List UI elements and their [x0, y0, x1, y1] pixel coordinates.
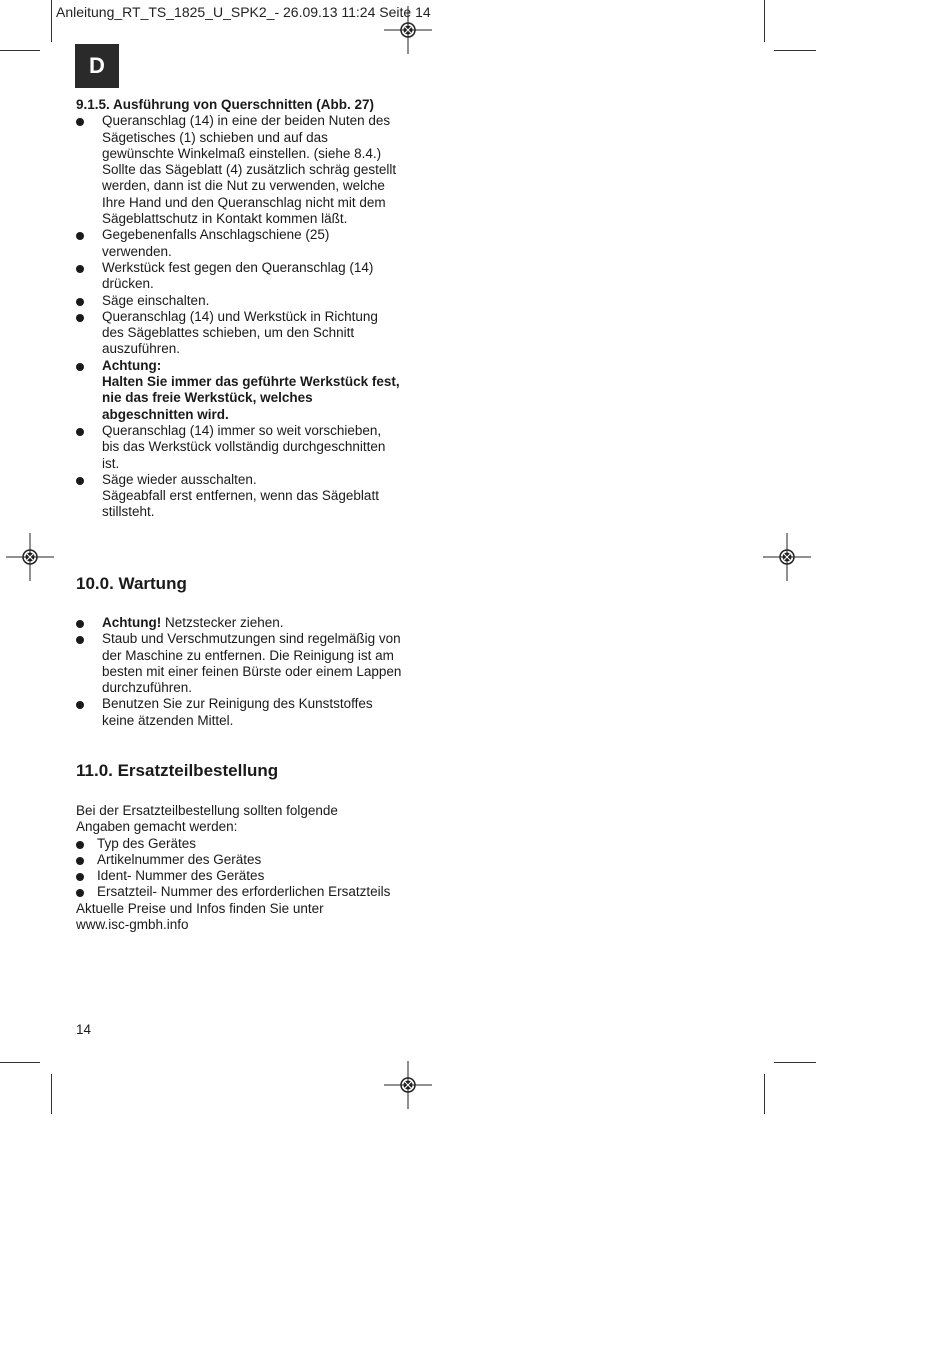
crop-mark: [774, 50, 816, 51]
website-link[interactable]: www.isc-gmbh.info: [76, 917, 189, 933]
bullet-icon: [76, 841, 84, 849]
crop-mark: [51, 0, 52, 42]
crop-mark: [764, 0, 765, 42]
crop-mark: [774, 1062, 816, 1063]
list-item: Artikelnummer des Gerätes: [76, 852, 406, 868]
bullet-icon: [76, 118, 84, 126]
bullet-icon: [76, 620, 84, 628]
warning-item: [76, 358, 401, 423]
bullet-icon: [76, 298, 84, 306]
crop-mark: [0, 1062, 40, 1063]
bullet-icon: [76, 701, 84, 709]
list-item: Gegebenenfalls Anschlagschiene (25) verwenden.: [76, 227, 401, 260]
registration-mark-icon: [6, 533, 54, 581]
list-item: Queranschlag (14) und Werkstück in Richtung des Sägeblattes schieben, um den Schnitt auszuführen.: [76, 309, 401, 358]
list-item: Queranschlag (14) in eine der beiden Nuten des Sägetisches (1) schieben und auf das gewünschte Winkelmaß einstellen. (siehe 8.4.) Sollte das Sägeblatt (4) zusätzlich schräg gestellt werden, dann ist die Nut zu verwenden, welche Ihre Hand und den Queranschlag nicht mit dem Sägeblattschutz in Kontakt kommen läßt.: [76, 113, 401, 227]
registration-mark-icon: [384, 1061, 432, 1109]
language-badge: D: [75, 44, 119, 88]
list-item: Staub und Verschmutzungen sind regelmäßig von der Maschine zu entfernen. Die Reinigung ist am besten mit einer feinen Bürste oder einem Lappen durchzuführen.: [76, 631, 406, 696]
intro-text: Bei der Ersatzteilbestellung sollten folgende Angaben gemacht werden:: [76, 803, 338, 835]
bullet-icon: [76, 857, 84, 865]
bullet-icon: [76, 889, 84, 897]
list-item: Werkstück fest gegen den Queranschlag (14) drücken.: [76, 260, 401, 293]
registration-mark-icon: [384, 6, 432, 54]
section-spare-parts: [76, 803, 406, 933]
page-number: 14: [76, 1022, 92, 1037]
warning-text: Halten Sie immer das geführte Werkstück fest, nie das freie Werkstück, welches abgeschnitten wird.: [102, 374, 400, 422]
bullet-icon: [76, 636, 84, 644]
list-item: Typ des Gerätes: [76, 836, 406, 852]
file-header: Anleitung_RT_TS_1825_U_SPK2_- 26.09.13 11:24 Seite 14: [56, 4, 431, 20]
bullet-icon: [76, 363, 84, 371]
list-item: Säge wieder ausschalten. Sägeabfall erst entfernen, wenn das Sägeblatt stillsteht.: [76, 472, 401, 521]
closing-note: Sägeabfall erst entfernen, wenn das Sägeblatt stillsteht.: [102, 488, 379, 520]
bullet-icon: [76, 428, 84, 436]
bullet-icon: [76, 873, 84, 881]
section-cross-cuts: [76, 97, 401, 521]
instruction-list: [76, 113, 401, 520]
section-heading: 11.0. Ersatzteilbestellung: [76, 761, 279, 780]
bullet-icon: [76, 232, 84, 240]
section-heading: 10.0. Wartung: [76, 574, 187, 593]
list-item: Benutzen Sie zur Reinigung des Kunststoffes keine ätzenden Mittel.: [76, 696, 406, 729]
section-maintenance: [76, 615, 406, 729]
crop-mark: [0, 50, 40, 51]
bullet-icon: [76, 314, 84, 322]
crop-mark: [51, 1074, 52, 1114]
bullet-icon: [76, 477, 84, 485]
list-item: Achtung! Netzstecker ziehen.: [76, 615, 406, 631]
list-item: Queranschlag (14) immer so weit vorschieben, bis das Werkstück vollständig durchgeschnitten ist.: [76, 423, 401, 472]
list-item: Ersatzteil- Nummer des erforderlichen Ersatzteils: [76, 884, 406, 900]
warning-label: Achtung:: [102, 357, 162, 373]
section-title: 9.1.5. Ausführung von Querschnitten (Abb. 27): [76, 97, 375, 112]
list-item: Ident- Nummer des Gerätes: [76, 868, 406, 884]
list-item: Säge einschalten.: [76, 293, 401, 309]
crop-mark: [764, 1074, 765, 1114]
bullet-icon: [76, 265, 84, 273]
registration-mark-icon: [763, 533, 811, 581]
outro-text: Aktuelle Preise und Infos finden Sie unter: [76, 900, 324, 916]
